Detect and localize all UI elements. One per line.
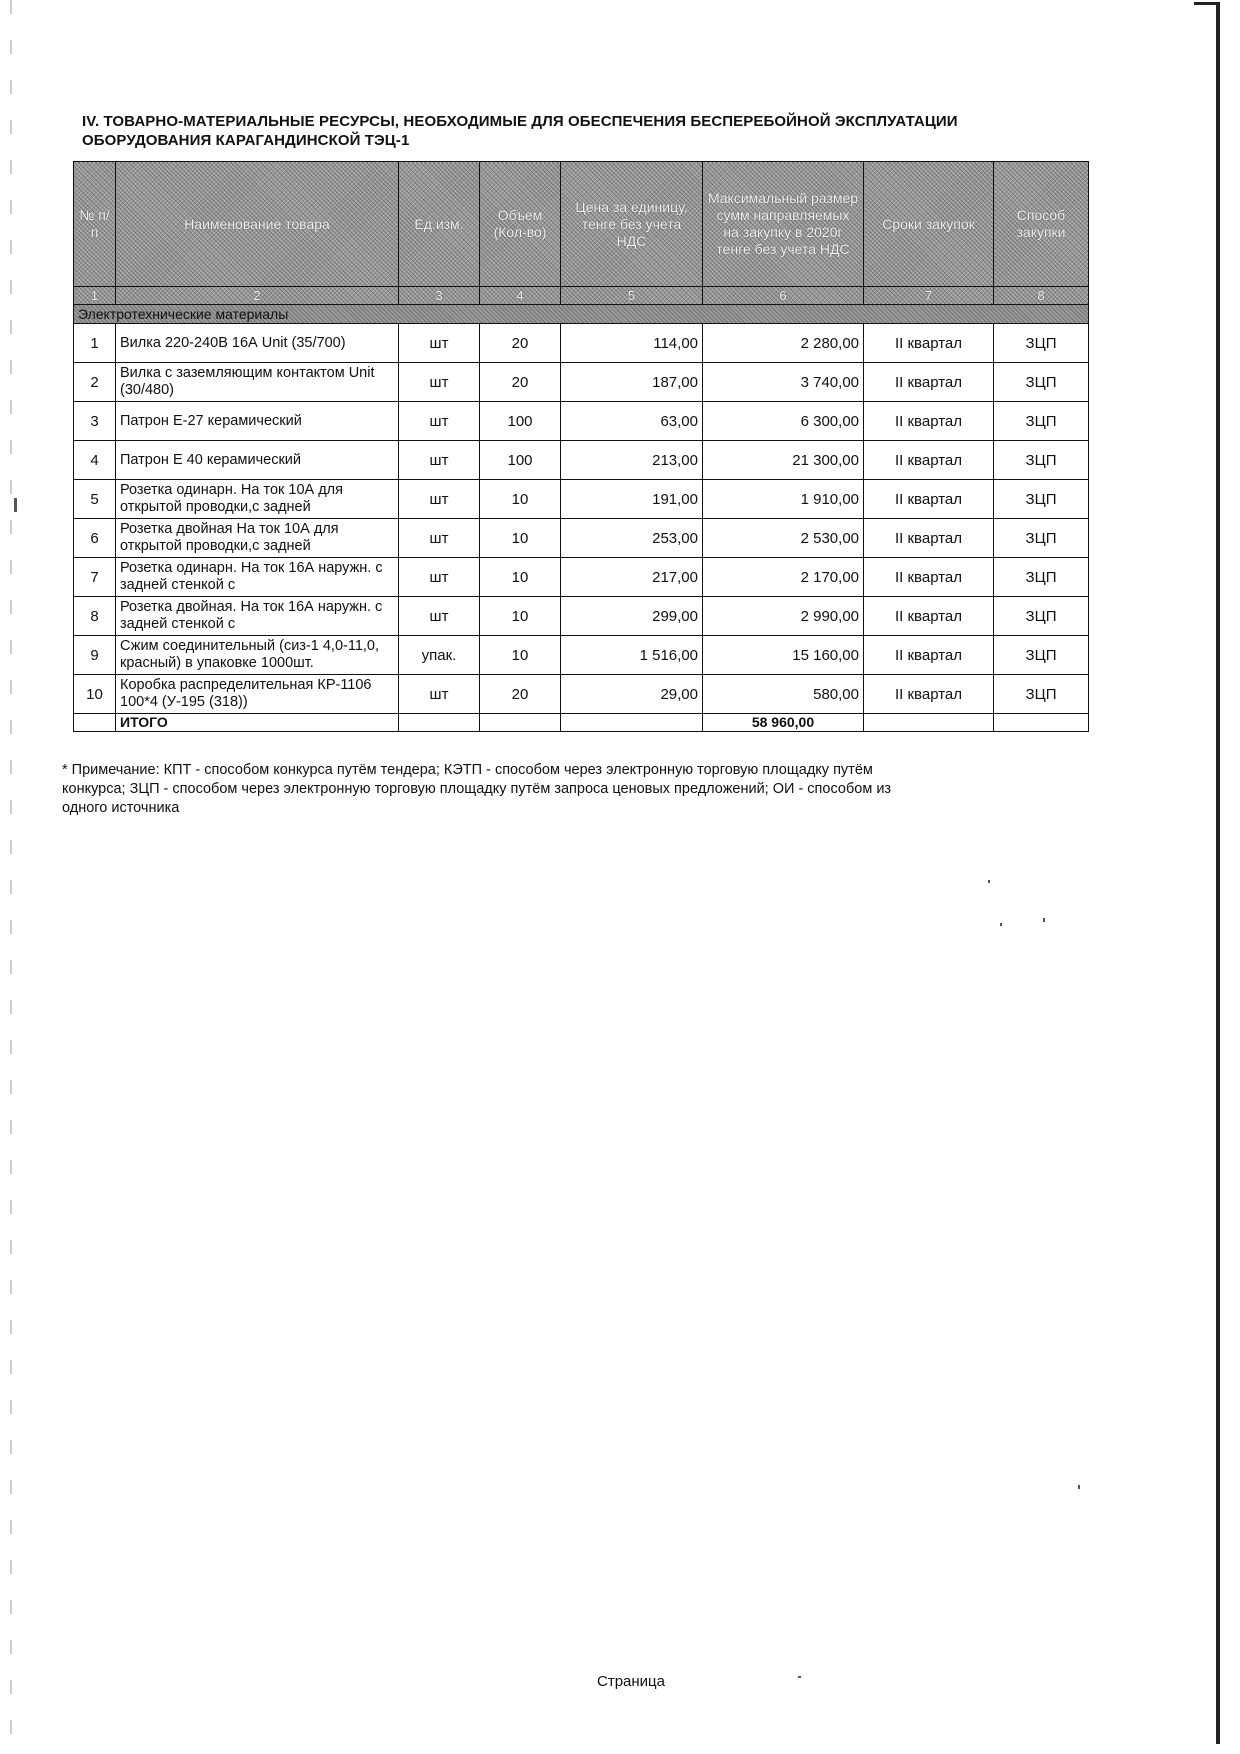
total-empty bbox=[561, 714, 703, 732]
total-body bbox=[74, 714, 1089, 732]
unit-of-measure: шт bbox=[399, 558, 480, 597]
row-number: 3 bbox=[74, 402, 116, 441]
product-name: Патрон Е-27 керамический bbox=[116, 402, 399, 441]
rows-body bbox=[74, 324, 1089, 714]
table-row bbox=[74, 558, 1089, 597]
row-number: 4 bbox=[74, 441, 116, 480]
scan-speck bbox=[1078, 1485, 1080, 1489]
unit-of-measure: упак. bbox=[399, 636, 480, 675]
table-row bbox=[74, 324, 1089, 363]
column-number: 4 bbox=[480, 287, 561, 305]
procurement-method: ЗЦП bbox=[994, 675, 1089, 714]
table-row bbox=[74, 441, 1089, 480]
product-name: Розетка двойная. На ток 16А наружн. с задней стенкой с bbox=[116, 597, 399, 636]
title-line-2: ОБОРУДОВАНИЯ КАРАГАНДИНСКОЙ ТЭЦ-1 bbox=[82, 132, 410, 149]
product-name: Розетка одинарн. На ток 10А для открытой проводки,с задней bbox=[116, 480, 399, 519]
header-cell: Объем (Кол-во) bbox=[480, 162, 561, 287]
unit-price: 1 516,00 bbox=[561, 636, 703, 675]
column-number: 5 bbox=[561, 287, 703, 305]
row-number: 7 bbox=[74, 558, 116, 597]
column-number-row bbox=[74, 287, 1089, 305]
header-cell: Сроки закупок bbox=[864, 162, 994, 287]
table-row bbox=[74, 636, 1089, 675]
product-name: Патрон Е 40 керамический bbox=[116, 441, 399, 480]
header-cell: Способ закупки bbox=[994, 162, 1089, 287]
product-name: Вилка 220-240В 16А Unit (35/700) bbox=[116, 324, 399, 363]
unit-of-measure: шт bbox=[399, 402, 480, 441]
scan-speck bbox=[798, 1676, 801, 1678]
procurement-method: ЗЦП bbox=[994, 363, 1089, 402]
quantity: 10 bbox=[480, 519, 561, 558]
max-amount: 580,00 bbox=[703, 675, 864, 714]
max-amount: 3 740,00 bbox=[703, 363, 864, 402]
total-empty bbox=[994, 714, 1089, 732]
total-empty bbox=[864, 714, 994, 732]
scan-speck bbox=[14, 498, 17, 512]
procurement-period: II квартал bbox=[864, 558, 994, 597]
footnote-line: конкурса; ЗЦП - способом через электронную торговую площадку путём запроса ценовых предложений; ОИ - способом из bbox=[62, 781, 892, 797]
document-title bbox=[82, 112, 1082, 150]
page-footer: Страница bbox=[597, 1673, 665, 1690]
row-number: 5 bbox=[74, 480, 116, 519]
quantity: 20 bbox=[480, 675, 561, 714]
procurement-method: ЗЦП bbox=[994, 636, 1089, 675]
unit-of-measure: шт bbox=[399, 480, 480, 519]
procurement-period: II квартал bbox=[864, 402, 994, 441]
scan-speck bbox=[1043, 918, 1045, 922]
quantity: 10 bbox=[480, 636, 561, 675]
quantity: 20 bbox=[480, 363, 561, 402]
product-name: Сжим соединительный (сиз-1 4,0-11,0, красный) в упаковке 1000шт. bbox=[116, 636, 399, 675]
column-number: 7 bbox=[864, 287, 994, 305]
max-amount: 21 300,00 bbox=[703, 441, 864, 480]
column-number: 2 bbox=[116, 287, 399, 305]
procurement-period: II квартал bbox=[864, 597, 994, 636]
procurement-method: ЗЦП bbox=[994, 324, 1089, 363]
scan-edge-top bbox=[1194, 2, 1220, 5]
column-number: 1 bbox=[74, 287, 116, 305]
procurement-period: II квартал bbox=[864, 324, 994, 363]
unit-price: 299,00 bbox=[561, 597, 703, 636]
procurement-period: II квартал bbox=[864, 636, 994, 675]
quantity: 100 bbox=[480, 441, 561, 480]
header-cell: Наименование товара bbox=[116, 162, 399, 287]
header-cell: № п/п bbox=[74, 162, 116, 287]
procurement-method: ЗЦП bbox=[994, 480, 1089, 519]
procurement-method: ЗЦП bbox=[994, 597, 1089, 636]
row-number: 6 bbox=[74, 519, 116, 558]
quantity: 10 bbox=[480, 480, 561, 519]
unit-price: 187,00 bbox=[561, 363, 703, 402]
max-amount: 2 280,00 bbox=[703, 324, 864, 363]
total-empty bbox=[480, 714, 561, 732]
unit-price: 114,00 bbox=[561, 324, 703, 363]
procurement-method: ЗЦП bbox=[994, 441, 1089, 480]
total-row bbox=[74, 714, 1089, 732]
header-cell: Цена за единицу, тенге без учета НДС bbox=[561, 162, 703, 287]
quantity: 100 bbox=[480, 402, 561, 441]
resources-table bbox=[73, 161, 1089, 732]
unit-of-measure: шт bbox=[399, 324, 480, 363]
table-body bbox=[74, 305, 1089, 324]
quantity: 20 bbox=[480, 324, 561, 363]
row-number: 9 bbox=[74, 636, 116, 675]
footnote-line: * Примечание: КПТ - способом конкурса путём тендера; КЭТП - способом через электронную торговую площадку путём bbox=[62, 762, 873, 778]
max-amount: 2 170,00 bbox=[703, 558, 864, 597]
procurement-period: II квартал bbox=[864, 441, 994, 480]
unit-of-measure: шт bbox=[399, 441, 480, 480]
table-row bbox=[74, 597, 1089, 636]
unit-price: 217,00 bbox=[561, 558, 703, 597]
title-line-1: IV. ТОВАРНО-МАТЕРИАЛЬНЫЕ РЕСУРСЫ, НЕОБХОДИМЫЕ ДЛЯ ОБЕСПЕЧЕНИЯ БЕСПЕРЕБОЙНОЙ ЭКСПЛУАТАЦИИ bbox=[82, 113, 958, 130]
footnote-line: одного источника bbox=[62, 800, 180, 816]
table-row bbox=[74, 675, 1089, 714]
total-label: ИТОГО bbox=[116, 714, 399, 732]
table-row bbox=[74, 402, 1089, 441]
quantity: 10 bbox=[480, 597, 561, 636]
total-empty bbox=[399, 714, 480, 732]
unit-price: 29,00 bbox=[561, 675, 703, 714]
header-cell: Ед.изм. bbox=[399, 162, 480, 287]
product-name: Коробка распределительная КР-1106 100*4 (У-195 (318)) bbox=[116, 675, 399, 714]
procurement-period: II квартал bbox=[864, 675, 994, 714]
table-row bbox=[74, 519, 1089, 558]
max-amount: 2 530,00 bbox=[703, 519, 864, 558]
unit-price: 63,00 bbox=[561, 402, 703, 441]
row-number: 1 bbox=[74, 324, 116, 363]
unit-price: 213,00 bbox=[561, 441, 703, 480]
procurement-method: ЗЦП bbox=[994, 402, 1089, 441]
header-cell: Максимальный размер сумм направляемых на закупку в 2020г тенге без учета НДС bbox=[703, 162, 864, 287]
column-number: 3 bbox=[399, 287, 480, 305]
scan-speck bbox=[988, 880, 990, 883]
procurement-method: ЗЦП bbox=[994, 558, 1089, 597]
unit-price: 191,00 bbox=[561, 480, 703, 519]
unit-of-measure: шт bbox=[399, 519, 480, 558]
header-row bbox=[74, 162, 1089, 287]
table-row bbox=[74, 363, 1089, 402]
section-title: Электротехнические материалы bbox=[74, 305, 1089, 324]
scan-speck bbox=[1000, 923, 1002, 926]
unit-of-measure: шт bbox=[399, 597, 480, 636]
product-name: Вилка с заземляющим контактом Unit (30/480) bbox=[116, 363, 399, 402]
product-name: Розетка одинарн. На ток 16А наружн. с задней стенкой с bbox=[116, 558, 399, 597]
unit-of-measure: шт bbox=[399, 363, 480, 402]
total-empty bbox=[74, 714, 116, 732]
max-amount: 15 160,00 bbox=[703, 636, 864, 675]
procurement-period: II квартал bbox=[864, 519, 994, 558]
scan-edge-right bbox=[1216, 4, 1220, 1744]
footnote bbox=[62, 761, 1062, 818]
max-amount: 1 910,00 bbox=[703, 480, 864, 519]
total-value: 58 960,00 bbox=[703, 714, 864, 732]
row-number: 10 bbox=[74, 675, 116, 714]
unit-of-measure: шт bbox=[399, 675, 480, 714]
quantity: 10 bbox=[480, 558, 561, 597]
section-row bbox=[74, 305, 1089, 324]
procurement-method: ЗЦП bbox=[994, 519, 1089, 558]
max-amount: 2 990,00 bbox=[703, 597, 864, 636]
product-name: Розетка двойная На ток 10А для открытой проводки,с задней bbox=[116, 519, 399, 558]
column-number: 8 bbox=[994, 287, 1089, 305]
scan-edge-left bbox=[10, 0, 12, 1754]
column-number: 6 bbox=[703, 287, 864, 305]
procurement-period: II квартал bbox=[864, 363, 994, 402]
procurement-period: II квартал bbox=[864, 480, 994, 519]
row-number: 2 bbox=[74, 363, 116, 402]
unit-price: 253,00 bbox=[561, 519, 703, 558]
max-amount: 6 300,00 bbox=[703, 402, 864, 441]
row-number: 8 bbox=[74, 597, 116, 636]
table-row bbox=[74, 480, 1089, 519]
